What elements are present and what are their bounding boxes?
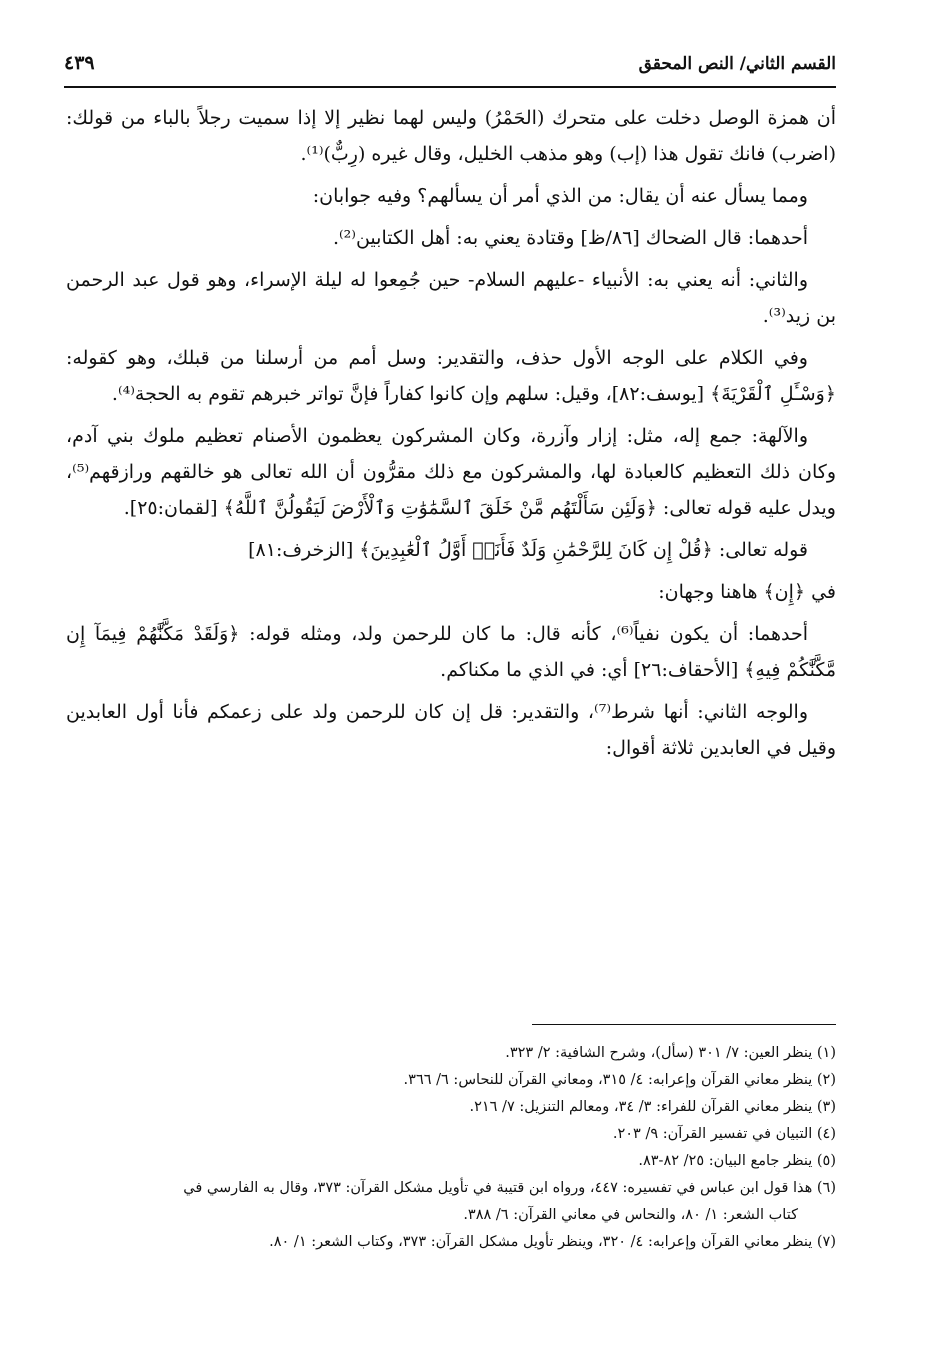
paragraph: والثاني: أنه يعني به: الأنبياء -عليهم السلام- حين جُمِعوا له ليلة الإسراء، وهو قول عبد الرحمن بن زيد⁽³⁾. bbox=[66, 269, 836, 327]
paragraph: وفي الكلام على الوجه الأول حذف، والتقدير: وسل أمم من أرسلنا من قبلك، وهو كقوله: ﴿وَسْـَٔلِ ٱلْقَرْيَةَ﴾ [يوسف:٨٢]، وقيل: سلهم وإن كانوا كفاراً فإنَّ تواتر خبرهم تقوم به الحجة⁽⁴⁾. bbox=[66, 347, 836, 405]
page-number: ٤٣٩ bbox=[64, 52, 95, 74]
page-header bbox=[64, 50, 836, 84]
paragraph: والوجه الثاني: أنها شرط⁽⁷⁾، والتقدير: قل إن كان للرحمن ولد على زعمكم فأنا أول العابدين وقيل في العابدين ثلاثة أقوال: bbox=[66, 701, 836, 759]
footnote: (٢) ينظر معاني القرآن وإعرابه: ٤/ ٣١٥، ومعاني القرآن للنحاس: ٦/ ٣٦٦. bbox=[403, 1072, 836, 1088]
paragraph: قوله تعالى: ﴿قُلْ إِن كَانَ لِلرَّحْمَٰنِ وَلَدٌ فَأَنَا۠ أَوَّلُ ٱلْعَٰبِدِينَ﴾ [الزخرف:٨١] bbox=[248, 539, 808, 561]
footnote-continuation: كتاب الشعر: ١/ ٨٠، والنحاس في معاني القرآن: ٦/ ٣٨٨. bbox=[463, 1207, 798, 1223]
footnote: (١) ينظر العين: ٧/ ٣٠١ (سأل)، وشرح الشافية: ٢/ ٣٢٣. bbox=[505, 1045, 836, 1061]
header-divider bbox=[64, 86, 836, 88]
footnote: (٧) ينظر معاني القرآن وإعرابه: ٤/ ٣٢٠، وينظر تأويل مشكل القرآن: ٣٧٣، وكتاب الشعر: ١/ ٨٠. bbox=[269, 1234, 836, 1250]
paragraph: أحدهما: أن يكون نفياً⁽⁶⁾، كأنه قال: ما كان للرحمن ولد، ومثله قوله: ﴿وَلَقَدْ مَكَّنَّٰهُمْ فِيمَآ إِن مَّكَّنَّٰكُمْ فِيهِ﴾ [الأحقاف:٢٦] أي: في الذي ما مكناكم. bbox=[66, 623, 836, 681]
section-title: القسم الثاني/ النص المحقق bbox=[638, 54, 836, 74]
footnote: (٣) ينظر معاني القرآن للفراء: ٣/ ٣٤، ومعالم التنزيل: ٧/ ٢١٦. bbox=[469, 1099, 836, 1115]
paragraph: والآلهة: جمع إله، مثل: إزار وآزرة، وكان المشركون يعظمون الأصنام تعظيم ملوك بني آدم، وكان ذلك التعظيم كالعبادة لها، والمشركون مع ذلك مقرُّون أن الله تعالى هو خالقهم ورازقهم⁽⁵⁾، ويدل عليه قوله تعالى: ﴿وَلَئِن سَأَلْتَهُم مَّنْ خَلَقَ ٱلسَّمَٰوَٰتِ وَٱلْأَرْضَ لَيَقُولُنَّ ٱللَّهُ﴾ [لقمان:٢٥]. bbox=[66, 425, 836, 519]
footnote: (٥) ينظر جامع البيان: ٢٥/ ٨٢-٨٣. bbox=[638, 1153, 836, 1169]
paragraph: أحدهما: قال الضحاك [٨٦/ظ] وقتادة يعني به: أهل الكتابين⁽²⁾. bbox=[332, 227, 808, 249]
footnote: (٦) هذا قول ابن عباس في تفسيره: ٤٤٧، ورواه ابن قتيبة في تأويل مشكل القرآن: ٣٧٣، وقال به الفارسي في bbox=[183, 1180, 836, 1196]
paragraph: في ﴿إِن﴾ هاهنا وجهان: bbox=[658, 581, 836, 603]
paragraph: أن همزة الوصل دخلت على متحرك (الحَمْرُ) وليس لهما نظير إلا إذا سميت رجلاً بالباء من قولك: (اضرب) فانك تقول هذا (إب) وهو مذهب الخليل، وقال غيره (رِبٌّ)⁽¹⁾. bbox=[66, 107, 836, 165]
main-text bbox=[66, 100, 836, 772]
footnotes bbox=[66, 1040, 836, 1256]
footnote: (٤) التبيان في تفسير القرآن: ٩/ ٢٠٣. bbox=[612, 1126, 836, 1142]
footnote-divider bbox=[532, 1024, 836, 1025]
paragraph: ومما يسأل عنه أن يقال: من الذي أمر أن يسألهم؟ وفيه جوابان: bbox=[312, 185, 808, 207]
